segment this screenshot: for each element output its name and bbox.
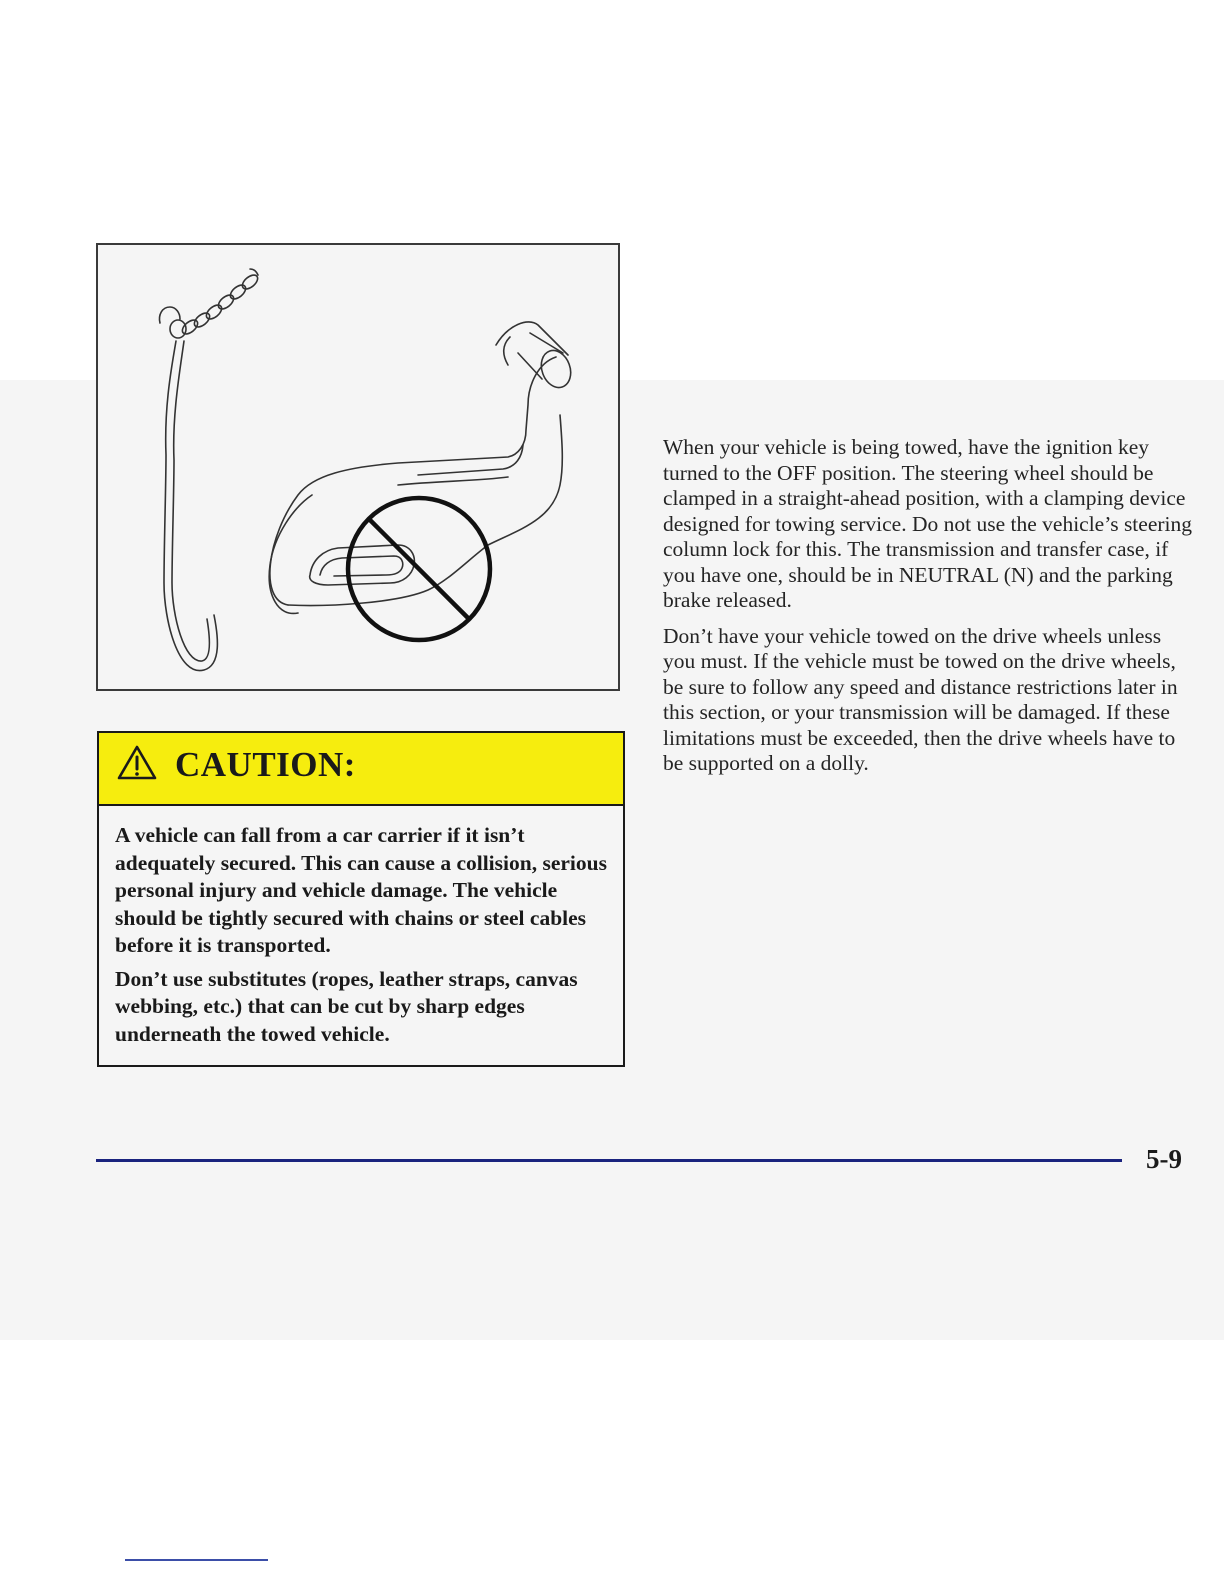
caution-body: [99, 806, 623, 1048]
warning-triangle-icon: [116, 744, 158, 782]
body-paragraph: When your vehicle is being towed, have the ignition key turned to the OFF position. The steering wheel should be clamped in a straight-ahead position, with a clamping device designed for towing service. Do not use the vehicle’s steering column lock for this. The transmission and transfer case, if you have one, should be in NEUTRAL (N) and the parking brake released.: [663, 435, 1192, 612]
page-number: 5-9: [1146, 1144, 1182, 1174]
towing-illustration: [96, 243, 620, 691]
caution-paragraph: Don’t use substitutes (ropes, leather straps, canvas webbing, etc.) that can be cut by sharp edges underneath the towed vehicle.: [115, 966, 578, 1046]
bottom-line-divider: [125, 1559, 268, 1561]
caution-title: CAUTION:: [175, 745, 356, 784]
footer-rule: [96, 1159, 1122, 1162]
body-paragraph: Don’t have your vehicle towed on the drive wheels unless you must. If the vehicle must be towed on the drive wheels, be sure to follow any speed and distance restrictions later in this section, or your transmission will be damaged. If these limitations must be exceeded, then the drive wheels have to be supported on a dolly.: [663, 623, 1178, 775]
caution-header: [99, 733, 623, 806]
body-text-column: [663, 435, 1193, 787]
caution-paragraph: A vehicle can fall from a car carrier if it isn’t adequately secured. This can cause a collision, serious personal injury and vehicle damage. The vehicle should be tightly secured with chains or steel cables before it is transported.: [115, 823, 607, 957]
caution-box: [97, 731, 625, 1067]
chain-hook-tow-bracket-prohibited-icon: [98, 245, 618, 689]
